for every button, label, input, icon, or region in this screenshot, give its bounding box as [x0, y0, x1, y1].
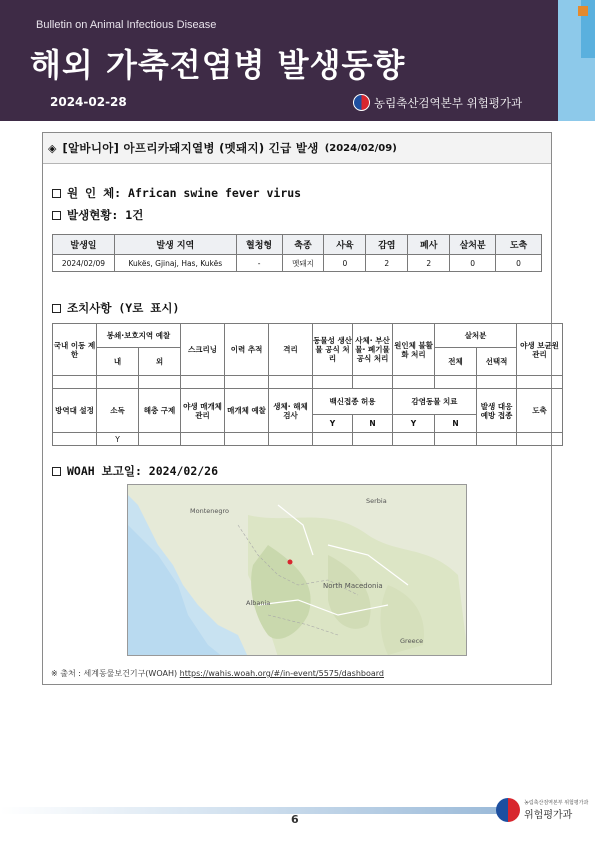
table-cell — [517, 376, 563, 389]
table-cell: 0 — [496, 255, 542, 272]
topic-text: [알바니아] 아프리카돼지열병 (멧돼지) 긴급 발생 — [62, 141, 319, 155]
table-cell — [313, 376, 353, 389]
woah-report-date: WOAH 보고일: 2024/02/26 — [67, 464, 219, 478]
table-cell — [181, 376, 225, 389]
measure-header: 국내 이동 제한 — [53, 324, 97, 376]
table-cell: 2 — [408, 255, 450, 272]
header-accent-square — [578, 6, 588, 16]
square-bullet-icon — [52, 304, 61, 313]
measure-header: 전체 — [435, 348, 477, 376]
cause-line — [52, 185, 301, 201]
col-header: 발생일 — [53, 235, 115, 255]
measure-header: 봉쇄·보호지역 예찰 — [97, 324, 181, 348]
map-label-albania: Albania — [246, 599, 271, 607]
table-cell — [477, 376, 517, 389]
col-header: 혈청형 — [236, 235, 282, 255]
source-link[interactable]: https://wahis.woah.org/#/in-event/5575/dashboard — [179, 669, 384, 678]
measure-header: 매개체 예찰 — [225, 389, 269, 433]
page-header — [0, 0, 558, 121]
measure-header: 스크리닝 — [181, 324, 225, 376]
taeguk-seal-icon — [496, 798, 520, 822]
table-cell — [53, 433, 97, 446]
col-header: 사육 — [324, 235, 366, 255]
cause-text: 원 인 체: African swine fever virus — [67, 186, 302, 200]
table-cell: 0 — [324, 255, 366, 272]
table-cell — [353, 433, 393, 446]
page-number: 6 — [291, 813, 299, 826]
outbreak-table — [52, 234, 542, 272]
header-accent-bar — [558, 0, 595, 121]
measure-header: 내 — [97, 348, 139, 376]
table-row — [53, 376, 563, 389]
table-cell — [139, 376, 181, 389]
map-label-north-macedonia: North Macedonia — [323, 582, 383, 590]
taeguk-seal-icon — [353, 94, 370, 111]
table-cell — [97, 376, 139, 389]
map-label-serbia: Serbia — [366, 497, 387, 505]
measure-header: 원인체 불활화 처리 — [393, 324, 435, 376]
diamond-icon: ◈ — [48, 141, 57, 155]
measure-header: 야생 매개체 관리 — [181, 389, 225, 433]
table-cell: Kukës, Gjinaj, Has, Kukës — [114, 255, 236, 272]
measure-header: 도축 — [517, 389, 563, 433]
footer-logo — [496, 798, 588, 822]
measure-header: Y — [313, 415, 353, 433]
header-org — [353, 94, 522, 111]
table-cell — [393, 433, 435, 446]
map-label-greece: Greece — [400, 637, 424, 645]
table-cell — [225, 376, 269, 389]
measure-header: 동물성 생산물 공식 처리 — [313, 324, 353, 376]
footer-org-small: 농림축산검역본부 위험평가과 — [524, 800, 589, 806]
outbreak-line — [52, 207, 143, 223]
table-cell — [139, 433, 181, 446]
table-cell — [477, 433, 517, 446]
col-header: 감염 — [366, 235, 408, 255]
table-cell — [269, 376, 313, 389]
outbreak-map[interactable] — [127, 484, 467, 656]
table-cell: - — [236, 255, 282, 272]
header-subtitle: Bulletin on Animal Infectious Disease — [36, 19, 217, 31]
table-cell — [353, 376, 393, 389]
measure-header: 선택적 — [477, 348, 517, 376]
measure-header: 외 — [139, 348, 181, 376]
measures-title: 조치사항 (Y로 표시) — [67, 301, 180, 315]
col-header: 살처분 — [450, 235, 496, 255]
table-row — [53, 389, 563, 415]
woah-line — [52, 463, 218, 479]
table-cell: 2 — [366, 255, 408, 272]
table-cell — [225, 433, 269, 446]
measures-line — [52, 300, 179, 316]
footer-org-big: 위험평가과 — [524, 810, 573, 821]
source-prefix: ※ 출처 : 세계동물보건기구(WOAH) — [51, 669, 178, 678]
measures-table — [52, 323, 563, 446]
measure-header: 해충 구제 — [139, 389, 181, 433]
map-label-montenegro: Montenegro — [190, 507, 230, 515]
measure-header: 사체· 부산물· 폐기물 공식 처리 — [353, 324, 393, 376]
square-bullet-icon — [52, 189, 61, 198]
map-graphic — [128, 485, 467, 656]
header-org-label: 농림축산검역본부 위험평가과 — [374, 95, 523, 110]
table-cell — [53, 376, 97, 389]
measure-header: 감염동물 치료 — [393, 389, 477, 415]
measure-header: 방역대 설정 — [53, 389, 97, 433]
table-cell — [393, 376, 435, 389]
outbreak-text: 발생현황: 1건 — [67, 208, 144, 222]
table-row — [53, 255, 542, 272]
page-title: 해외 가축전염병 발생동향 — [30, 46, 406, 84]
measure-header: 격리 — [269, 324, 313, 376]
table-cell — [181, 433, 225, 446]
table-cell: 0 — [450, 255, 496, 272]
topic-date: (2024/02/09) — [324, 142, 397, 154]
measure-header: Y — [393, 415, 435, 433]
measure-header: 생체· 해체 검사 — [269, 389, 313, 433]
measure-header: 발생 대응 예방 접종 — [477, 389, 517, 433]
measure-header: N — [353, 415, 393, 433]
measure-header: 야생 보균원 관리 — [517, 324, 563, 376]
outbreak-table-header-row — [53, 235, 542, 255]
header-date: 2024-02-28 — [50, 95, 127, 109]
col-header: 축종 — [282, 235, 324, 255]
col-header: 발생 지역 — [114, 235, 236, 255]
measure-header: N — [435, 415, 477, 433]
source-note — [51, 668, 384, 679]
square-bullet-icon — [52, 211, 61, 220]
table-cell — [435, 376, 477, 389]
table-cell — [313, 433, 353, 446]
footer-bar — [0, 807, 497, 814]
table-cell — [517, 433, 563, 446]
table-cell: 2024/02/09 — [53, 255, 115, 272]
table-row — [53, 324, 563, 348]
table-cell — [269, 433, 313, 446]
measure-header: 살처분 — [435, 324, 517, 348]
table-row — [53, 433, 563, 446]
topic-heading — [43, 133, 551, 164]
square-bullet-icon — [52, 467, 61, 476]
measure-header: 이력 추적 — [225, 324, 269, 376]
table-cell: 멧돼지 — [282, 255, 324, 272]
col-header: 도축 — [496, 235, 542, 255]
measure-header: 소독 — [97, 389, 139, 433]
measure-header: 백신접종 허용 — [313, 389, 393, 415]
col-header: 폐사 — [408, 235, 450, 255]
report-frame — [42, 132, 559, 685]
table-cell — [435, 433, 477, 446]
table-cell: Y — [97, 433, 139, 446]
